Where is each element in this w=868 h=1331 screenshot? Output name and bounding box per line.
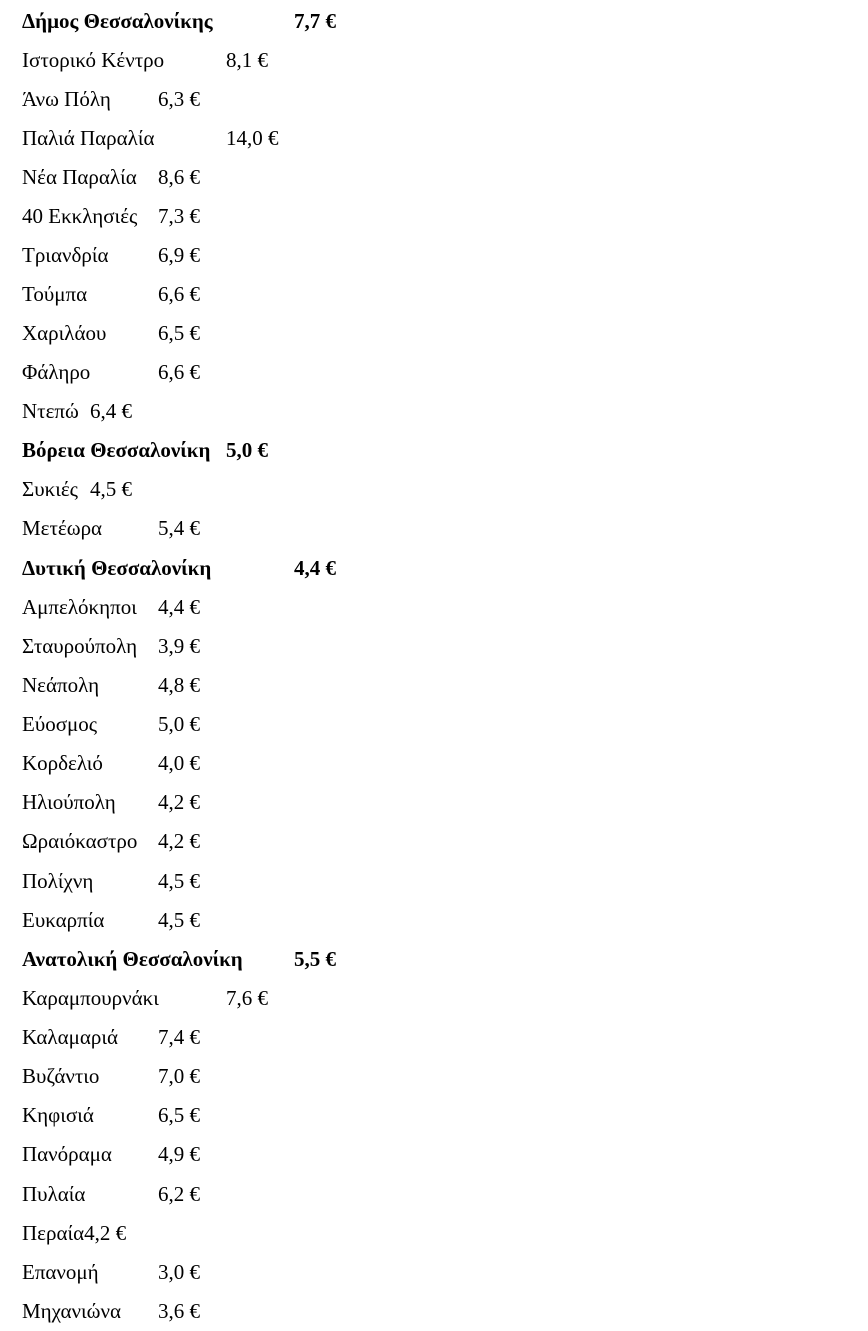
area-price: 7,3 € xyxy=(158,204,200,228)
area-price: 4,5 € xyxy=(158,908,200,932)
area-name: Επανομή xyxy=(22,1260,99,1284)
area-name: Φάληρο xyxy=(22,360,91,384)
area-price: 14,0 € xyxy=(226,126,279,150)
area-row xyxy=(22,353,200,392)
group-header xyxy=(22,431,268,470)
area-name: Βυζάντιο xyxy=(22,1064,100,1088)
area-price: 6,9 € xyxy=(158,243,200,267)
area-price: 8,6 € xyxy=(158,165,200,189)
group-header xyxy=(22,940,336,979)
area-name: Πανόραμα xyxy=(22,1142,112,1166)
area-name: Σταυρούπολη xyxy=(22,634,138,658)
area-row xyxy=(22,783,200,822)
group-price: 5,0 € xyxy=(226,438,268,462)
area-name: Ηλιούπολη xyxy=(22,790,116,814)
area-price: 7,0 € xyxy=(158,1064,200,1088)
area-price: 4,2 € xyxy=(158,829,200,853)
area-name: Αμπελόκηποι xyxy=(22,595,137,619)
area-row xyxy=(22,1018,200,1057)
area-row xyxy=(22,80,200,119)
area-name: Καλαμαριά xyxy=(22,1025,118,1049)
area-name: Συκιές xyxy=(22,477,78,501)
area-row xyxy=(22,1135,200,1174)
area-row xyxy=(22,158,200,197)
area-name: Ευκαρπία xyxy=(22,908,105,932)
area-price: 4,9 € xyxy=(158,1142,200,1166)
area-price: 4,4 € xyxy=(158,595,200,619)
area-row xyxy=(22,275,200,314)
area-name: Ωραιόκαστρο xyxy=(22,829,138,853)
group-name: Ανατολική Θεσσαλονίκη xyxy=(22,947,243,971)
area-price: 7,4 € xyxy=(158,1025,200,1049)
area-row xyxy=(22,1057,200,1096)
area-row xyxy=(22,1096,200,1135)
group-name: Δυτική Θεσσαλονίκη xyxy=(22,556,212,580)
area-price: 4,2 € xyxy=(158,790,200,814)
area-price: 3,0 € xyxy=(158,1260,200,1284)
area-name: Μετέωρα xyxy=(22,516,103,540)
area-row xyxy=(22,1253,200,1292)
area-row xyxy=(22,1214,126,1253)
area-price: 6,5 € xyxy=(158,1103,200,1127)
group-price: 4,4 € xyxy=(294,556,336,580)
area-row xyxy=(22,588,200,627)
area-price: 4,8 € xyxy=(158,673,200,697)
area-row xyxy=(22,41,268,80)
area-row xyxy=(22,979,268,1018)
group-price: 5,5 € xyxy=(294,947,336,971)
area-name: Άνω Πόλη xyxy=(22,87,111,111)
area-name: Εύοσμος xyxy=(22,712,98,736)
area-name: 40 Εκκλησιές xyxy=(22,204,138,228)
area-row xyxy=(22,1175,200,1214)
area-price: 4,2 € xyxy=(84,1221,127,1245)
area-name: Ιστορικό Κέντρο xyxy=(22,48,165,72)
area-price: 5,4 € xyxy=(158,516,200,540)
group-header xyxy=(22,549,336,588)
area-price: 7,6 € xyxy=(226,986,268,1010)
area-row xyxy=(22,197,200,236)
area-price: 5,0 € xyxy=(158,712,200,736)
area-name: Πολίχνη xyxy=(22,869,94,893)
area-row xyxy=(22,470,132,509)
area-row xyxy=(22,236,200,275)
area-name: Τούμπα xyxy=(22,282,88,306)
area-name: Τριανδρία xyxy=(22,243,109,267)
area-name: Χαριλάου xyxy=(22,321,107,345)
area-name: Νεάπολη xyxy=(22,673,100,697)
area-price: 3,9 € xyxy=(158,634,200,658)
area-price: 4,5 € xyxy=(90,477,132,501)
area-price: 4,5 € xyxy=(158,869,200,893)
area-row xyxy=(22,314,200,353)
group-name: Δήμος Θεσσαλονίκης xyxy=(22,9,213,33)
area-name: Περαία xyxy=(22,1221,85,1245)
area-row xyxy=(22,119,279,158)
area-price: 6,6 € xyxy=(158,282,200,306)
area-name: Ντεπώ xyxy=(22,399,79,423)
area-row xyxy=(22,901,200,940)
area-row xyxy=(22,822,200,861)
area-row xyxy=(22,666,200,705)
area-row xyxy=(22,705,200,744)
group-name: Βόρεια Θεσσαλονίκη xyxy=(22,438,211,462)
area-name: Καραμπουρνάκι xyxy=(22,986,159,1010)
area-row xyxy=(22,627,200,666)
group-header xyxy=(22,2,336,41)
area-price: 4,0 € xyxy=(158,751,200,775)
area-price: 8,1 € xyxy=(226,48,268,72)
area-name: Νέα Παραλία xyxy=(22,165,137,189)
area-price: 3,6 € xyxy=(158,1299,200,1323)
group-price: 7,7 € xyxy=(294,9,336,33)
area-price: 6,6 € xyxy=(158,360,200,384)
area-row xyxy=(22,1292,200,1331)
area-price: 6,4 € xyxy=(90,399,132,423)
area-price: 6,3 € xyxy=(158,87,200,111)
area-row xyxy=(22,862,200,901)
area-name: Κορδελιό xyxy=(22,751,103,775)
area-row xyxy=(22,744,200,783)
area-price: 6,5 € xyxy=(158,321,200,345)
area-name: Μηχανιώνα xyxy=(22,1299,121,1323)
area-name: Παλιά Παραλία xyxy=(22,126,155,150)
area-name: Πυλαία xyxy=(22,1182,86,1206)
area-row xyxy=(22,509,200,548)
area-price: 6,2 € xyxy=(158,1182,200,1206)
area-name: Κηφισιά xyxy=(22,1103,94,1127)
area-row xyxy=(22,392,132,431)
